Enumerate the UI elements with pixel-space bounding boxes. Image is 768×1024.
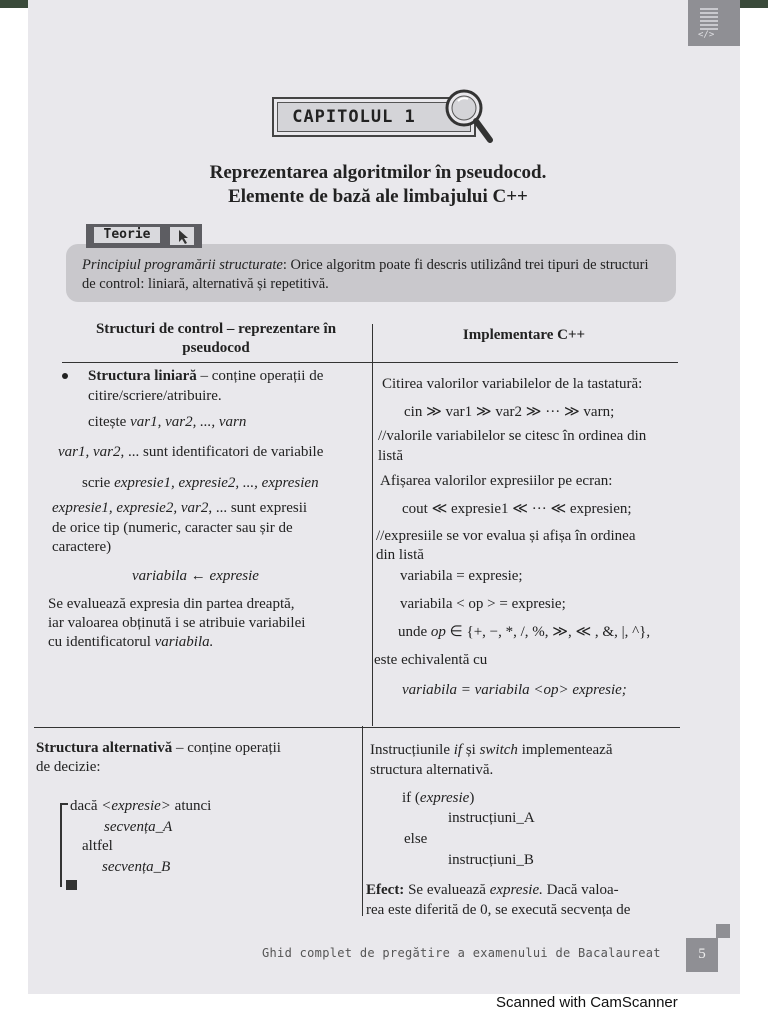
pseudocode-bracket xyxy=(60,803,68,887)
cpp-alt-intro-line1 xyxy=(370,740,612,760)
evaluate-text: cu identificatorul xyxy=(48,634,155,650)
evaluate-line3 xyxy=(48,632,213,652)
title-line-2: Elemente de bază ale limbajului C++ xyxy=(228,186,528,207)
code-tag: </> xyxy=(698,30,715,40)
cpp-alt-if: if xyxy=(453,742,463,758)
side-tab xyxy=(688,0,740,46)
daca-keyword: dacă xyxy=(70,798,102,814)
magnifier-icon xyxy=(438,84,494,146)
alternative-desc-line2: de decizie: xyxy=(36,759,101,775)
cpp-read-title: Citirea valorilor variabilelor de la tastatură: xyxy=(382,376,643,392)
linear-desc-line1 xyxy=(88,366,323,386)
cpp-if-expr: expresie xyxy=(419,790,470,806)
table-header-right: Implementare C++ xyxy=(462,327,586,343)
cpp-alt-intro-b: și xyxy=(462,742,480,758)
cpp-alt-switch: switch xyxy=(479,742,518,758)
page-number-box xyxy=(686,938,718,972)
cpp-ops-op: op xyxy=(430,624,446,640)
cpp-efect-a: Se evaluează xyxy=(404,882,490,898)
evaluate-line1: Se evaluează expresia din partea dreaptă, xyxy=(48,596,295,612)
linear-desc-line2: citire/scriere/atribuire. xyxy=(88,388,222,404)
cpp-efect-line2: rea este diferită de 0, se execută secvența de xyxy=(366,902,631,918)
cpp-cin: cin ≫ var1 ≫ var2 ≫ ··· ≫ varn; xyxy=(404,404,615,420)
expressions-line3: caractere) xyxy=(52,539,112,555)
principle-paragraph xyxy=(82,256,662,294)
cpp-alt-intro-line2: structura alternativă. xyxy=(370,762,494,778)
identifiers-line xyxy=(58,442,323,462)
cpp-efect-b: Dacă valoa- xyxy=(542,882,619,898)
cpp-if-close: ) xyxy=(469,790,475,806)
document-page xyxy=(28,0,740,994)
alternative-name: Structura alternativă xyxy=(36,740,173,756)
linear-desc1: – conține operații de xyxy=(196,368,324,384)
identifiers-vars: var1, var2 xyxy=(58,444,121,460)
cpp-assign-2: variabila < op > = expresie; xyxy=(400,596,566,612)
expressions-text: , ... sunt expresii xyxy=(208,500,308,516)
principle-box xyxy=(66,244,676,302)
teorie-label: Teorie xyxy=(94,227,160,243)
write-statement xyxy=(82,473,319,493)
daca-expression: <expresie> xyxy=(101,798,171,814)
cpp-alt-intro-c: implementează xyxy=(517,742,613,758)
alternative-desc-line1 xyxy=(36,738,281,758)
scanner-watermark: Scanned with CamScanner xyxy=(496,994,678,1011)
principle-text: : Orice algoritm poate fi descris utilizând trei tipuri de structuri de control: liniară, alternativă și repetitivă. xyxy=(82,257,649,292)
principle-name: Principiul programării structurate xyxy=(82,257,283,273)
evaluate-line2: iar valoarea obținută i se atribuie variabilei xyxy=(48,615,306,631)
header-rule xyxy=(62,362,678,363)
atunci-keyword: atunci xyxy=(170,798,212,814)
evaluate-var: variabila. xyxy=(154,634,214,650)
identifiers-text: , ... sunt identificatori de variabile xyxy=(120,444,324,460)
footer-text: Ghid complet de pregătire a examenului de Bacalaureat xyxy=(262,946,661,960)
teorie-tag xyxy=(86,224,202,248)
page-number-deco xyxy=(716,924,730,938)
cpp-comment-2b: din listă xyxy=(376,547,424,563)
write-keyword: scrie xyxy=(82,475,115,491)
bullet xyxy=(62,373,68,379)
read-statement xyxy=(88,412,246,432)
secventa-a: secvența_A xyxy=(104,819,173,835)
cpp-assign-1: variabila = expresie; xyxy=(400,568,523,584)
cpp-equivalent: este echivalentă cu xyxy=(374,652,488,668)
bracket-end-marker xyxy=(66,880,77,890)
linear-name: Structura liniară xyxy=(88,368,197,384)
title-line-1: Reprezentarea algoritmilor în pseudocod. xyxy=(209,162,547,183)
cpp-ops-unde: unde xyxy=(398,624,431,640)
row-rule xyxy=(34,727,680,728)
cursor-icon xyxy=(170,227,194,245)
expressions-line1 xyxy=(52,498,307,518)
cpp-operators xyxy=(398,622,650,642)
read-keyword: citește xyxy=(88,414,131,430)
table-header-left: Structuri de control – reprezentare în pseudocod xyxy=(95,321,337,356)
cpp-efect-label: Efect: xyxy=(366,882,405,898)
cpp-instr-b: instrucțiuni_B xyxy=(448,852,534,868)
cpp-if-line xyxy=(402,788,474,808)
secventa-b: secvența_B xyxy=(102,859,171,875)
cpp-comment-1a: //valorile variabilelor se citesc în ordinea din xyxy=(378,428,647,444)
cpp-write-title: Afișarea valorilor expresiilor pe ecran: xyxy=(380,473,613,489)
cpp-else: else xyxy=(404,831,428,847)
cpp-comment-2a: //expresiile se vor evalua și afișa în ordinea xyxy=(376,528,636,544)
column-divider-top xyxy=(372,324,373,726)
cpp-equivalent-expr: variabila = variabila <op> expresie; xyxy=(402,682,627,698)
expressions-line2: de orice tip (numeric, caracter sau șir de xyxy=(52,520,293,536)
write-exprs: expresie1, expresie2, ..., expresien xyxy=(114,475,319,491)
cpp-efect-line1 xyxy=(366,880,619,900)
chapter-label: CAPITOLUL 1 xyxy=(292,107,416,127)
read-vars: var1, var2, ..., varn xyxy=(130,414,247,430)
column-divider-bottom xyxy=(362,726,363,916)
assignment-statement: variabila ← expresie xyxy=(132,568,259,584)
cpp-ops-set: ∈ {+, −, *, /, %, ≫, ≪ , &, |, ^}, xyxy=(445,624,651,640)
expressions-vars: expresie1, expresie2, var2 xyxy=(52,500,209,516)
altfel-keyword: altfel xyxy=(82,838,113,854)
cpp-comment-1b: listă xyxy=(378,448,403,464)
cpp-alt-intro-a: Instrucțiunile xyxy=(370,742,454,758)
cpp-efect-expr: expresie. xyxy=(489,882,543,898)
lines-icon xyxy=(700,8,718,30)
cpp-cout: cout ≪ expresie1 ≪ ··· ≪ expresien; xyxy=(402,501,632,517)
cpp-if-open: if ( xyxy=(402,790,420,806)
alternative-desc1: – conține operații xyxy=(172,740,281,756)
cpp-instr-a: instrucțiuni_A xyxy=(448,810,535,826)
page-number: 5 xyxy=(698,946,706,962)
daca-line xyxy=(70,796,211,816)
